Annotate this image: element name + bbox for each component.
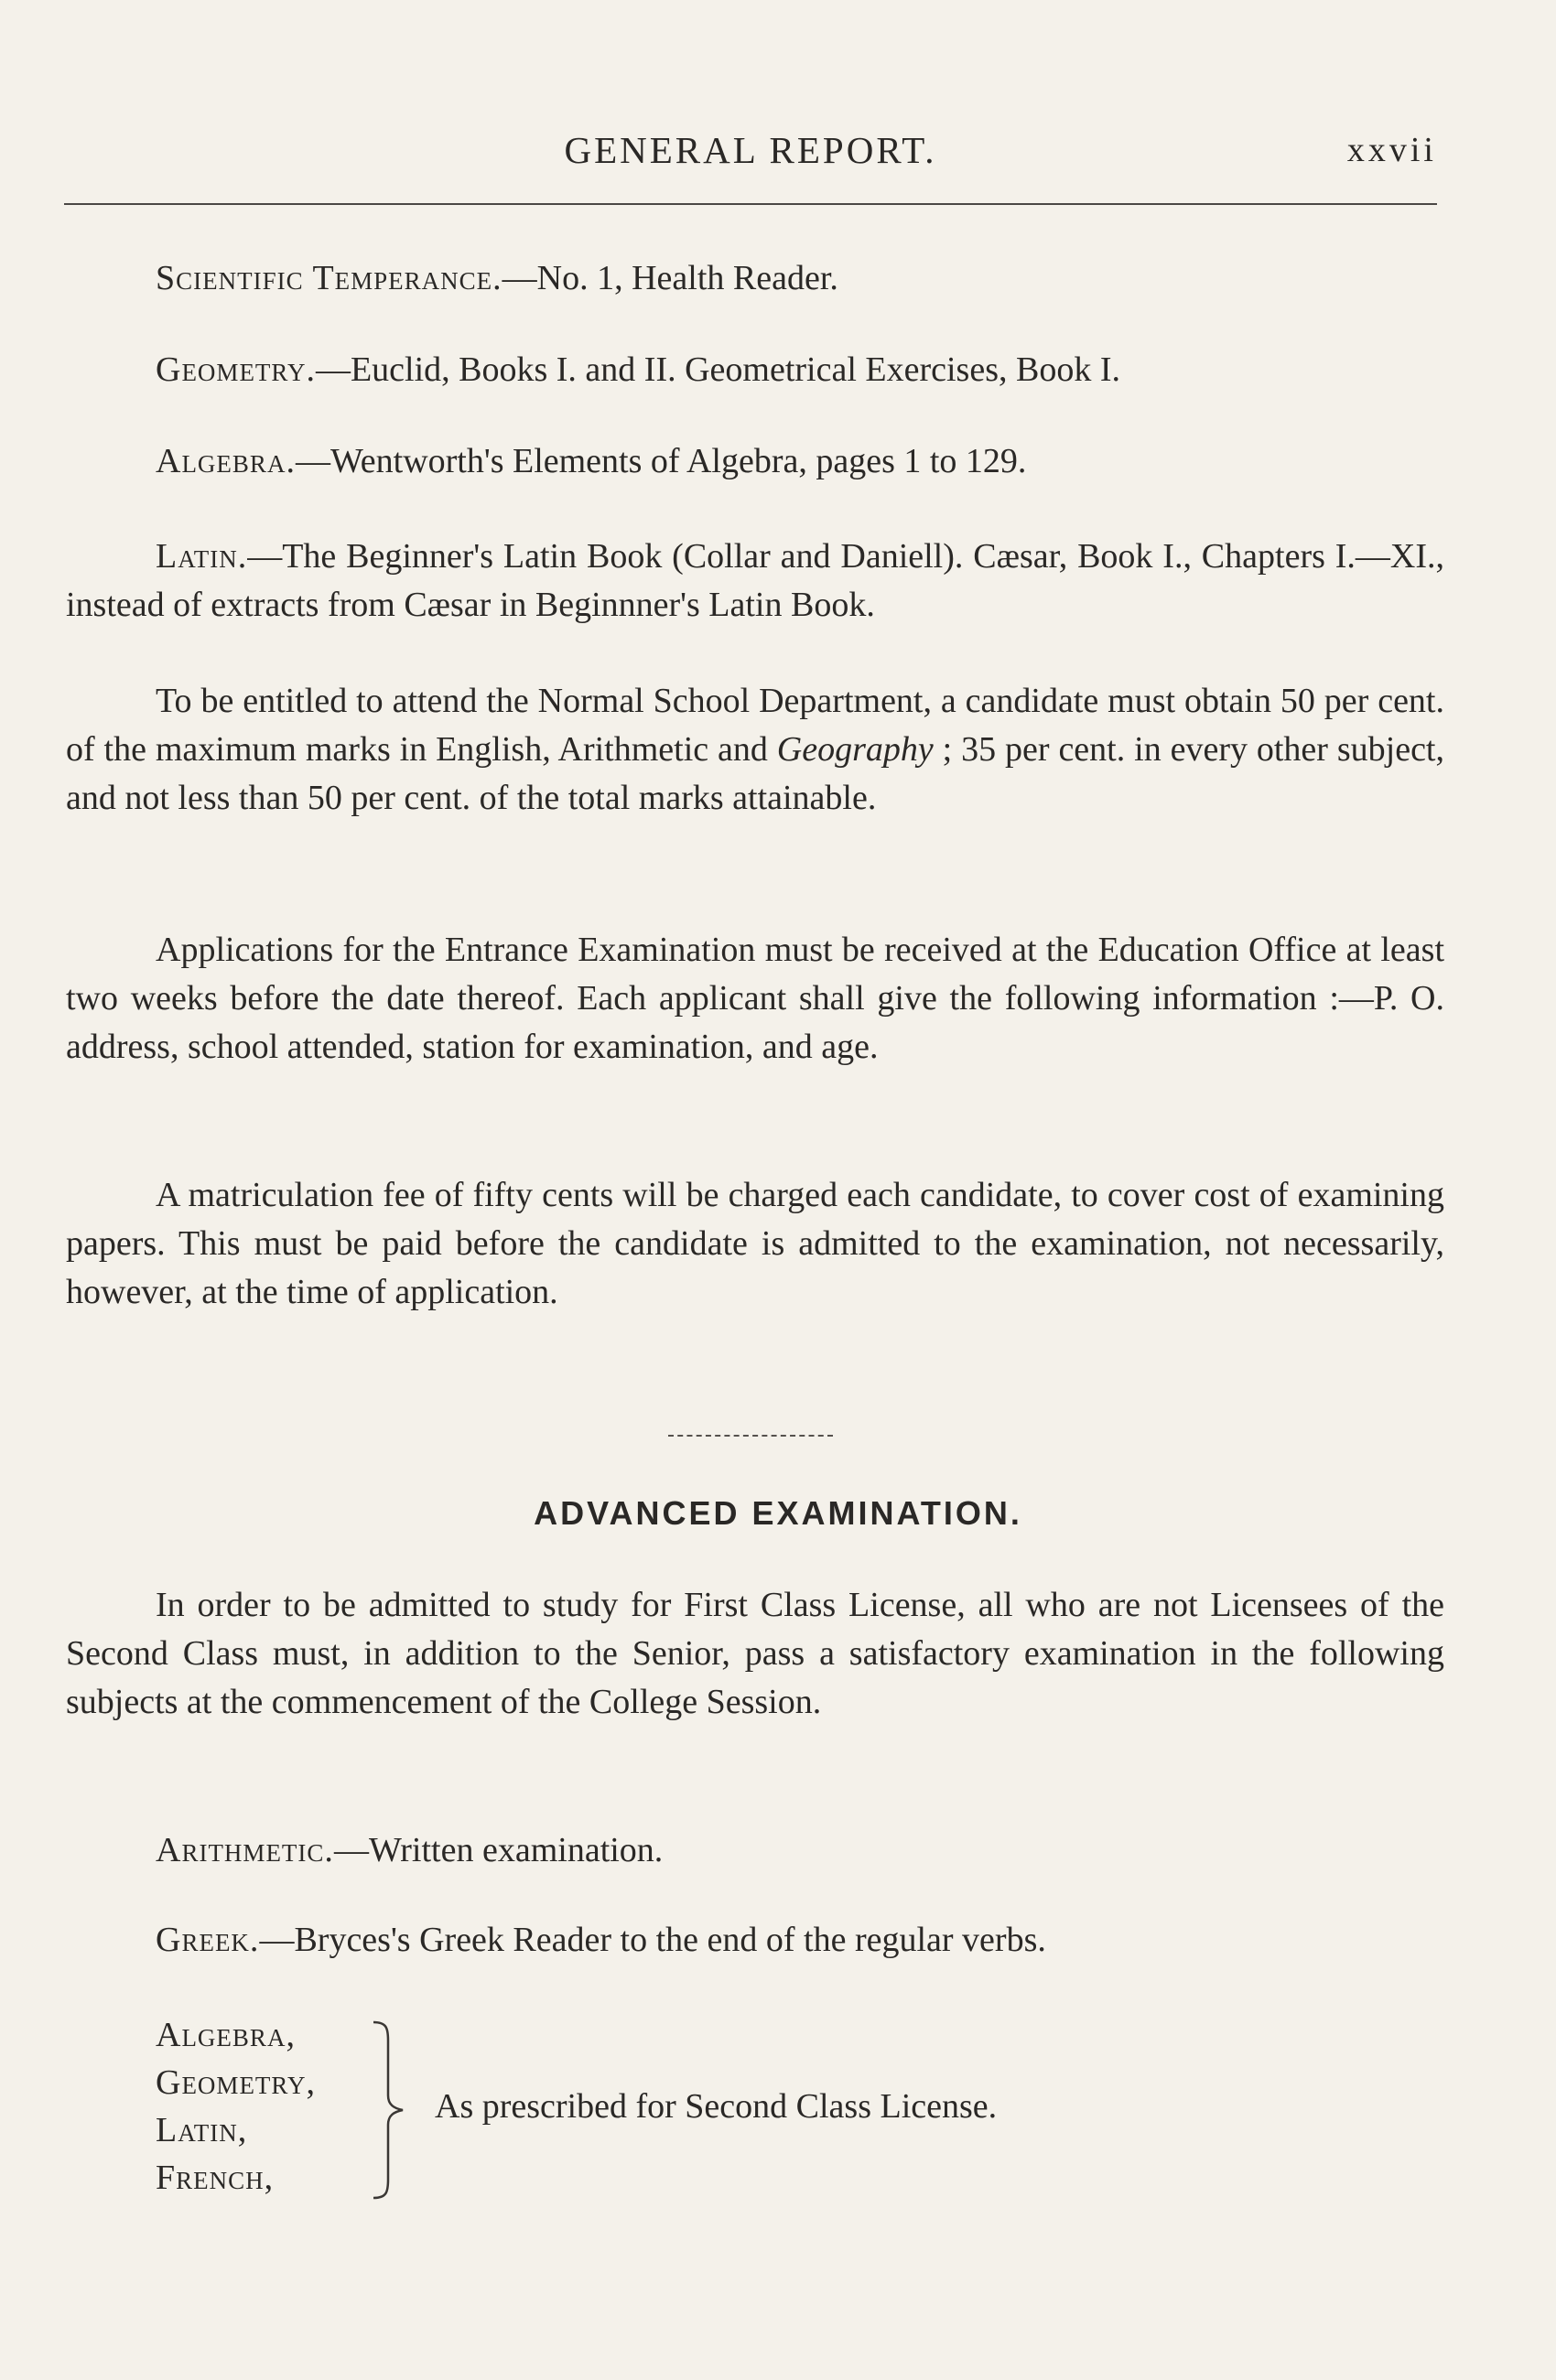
section-heading: ADVANCED EXAMINATION. bbox=[534, 1494, 1022, 1532]
paragraph-advanced-intro: In order to be admitted to study for First Class License, all who are not Licensees of the Second Class must, in addition to the Senior, pass a satisfactory examination in the following subjects at the commencement of the College Session. bbox=[66, 1586, 1444, 1721]
brace-subject: Latin, bbox=[156, 2111, 248, 2149]
subject-latin bbox=[66, 533, 1444, 630]
right-brace-icon bbox=[366, 2019, 421, 2202]
subject-label: Latin. bbox=[156, 537, 248, 576]
subject-text: —The Beginner's Latin Book (Collar and Daniell). Cæsar, Book I., Chapters I.—XI., instead of extracts from Cæsar in Beginnner's Latin Book. bbox=[66, 537, 1444, 624]
paragraph-applications: Applications for the Entrance Examination must be received at the Education Office at least two weeks before the date thereof. Each applicant shall give the following information :—P. O. address, school attended, station for examination, and age. bbox=[66, 931, 1444, 1066]
paragraph-text: ; 35 per cent. in every other subject, and not less than 50 per cent. of the total marks attainable. bbox=[66, 730, 1444, 817]
subject-text: —Bryces's Greek Reader to the end of the regular verbs. bbox=[259, 1921, 1046, 1959]
brace-subject: French, bbox=[156, 2159, 275, 2197]
subject-label: Greek. bbox=[156, 1921, 260, 1959]
brace-subject: Geometry, bbox=[156, 2063, 316, 2102]
subject-text: —No. 1, Health Reader. bbox=[502, 259, 838, 297]
brace-subject-list bbox=[156, 2011, 316, 2202]
running-title: GENERAL REPORT. bbox=[564, 129, 937, 171]
brace-group bbox=[156, 2011, 1345, 2222]
paragraph-text: To be entitled to attend the Normal School Department, a candidate must obtain 50 per cent. of the maximum marks in English, Arithmetic and bbox=[66, 682, 1444, 769]
subject-text: —Euclid, Books I. and II. Geometrical Exercises, Book I. bbox=[315, 350, 1120, 389]
page-number: xxvii bbox=[1346, 131, 1437, 169]
italic-term: Geography bbox=[776, 730, 934, 769]
subject-label: Arithmetic. bbox=[156, 1831, 334, 1869]
subject-algebra bbox=[66, 437, 1444, 486]
brace-subject: Algebra, bbox=[156, 2016, 296, 2054]
section-separator bbox=[668, 1435, 833, 1437]
subject-label: Scientific Temperance. bbox=[156, 259, 502, 297]
paragraph-normal-school bbox=[66, 677, 1444, 823]
subject-scientific-temperance bbox=[66, 254, 1444, 303]
header-rule bbox=[64, 203, 1437, 205]
subject-greek bbox=[66, 1916, 1444, 1965]
subject-label: Geometry. bbox=[156, 350, 316, 389]
subject-geometry bbox=[66, 346, 1444, 394]
running-head bbox=[64, 128, 1437, 183]
paragraph-fee: A matriculation fee of fifty cents will be charged each candidate, to cover cost of examining papers. This must be paid before the candidate is admitted to the examination, not necessarily, however, at the time of application. bbox=[66, 1176, 1444, 1311]
subject-text: —Written examination. bbox=[333, 1831, 664, 1869]
subject-arithmetic bbox=[66, 1826, 1444, 1875]
subject-label: Algebra. bbox=[156, 442, 296, 480]
subject-text: —Wentworth's Elements of Algebra, pages 1 to 129. bbox=[295, 442, 1027, 480]
brace-description: As prescribed for Second Class License. bbox=[435, 2087, 998, 2126]
